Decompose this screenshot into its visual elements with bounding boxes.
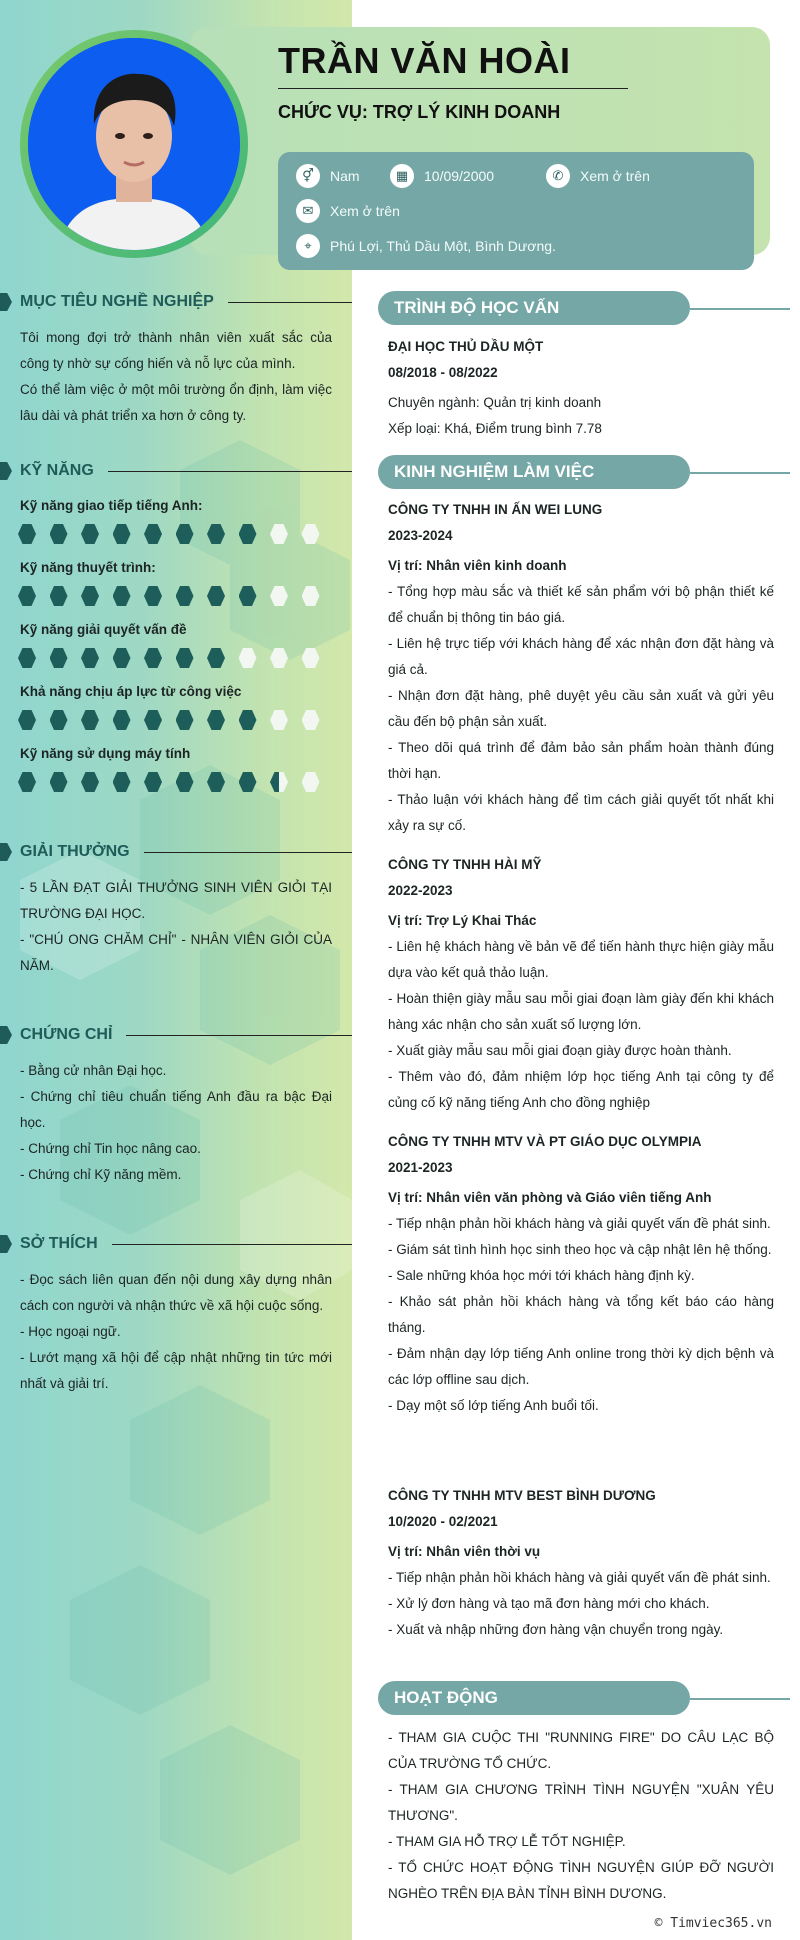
- contact-email: [296, 199, 400, 223]
- certificates-text: - Bằng cử nhân Đại học. - Chứng chỉ tiêu chuẩn tiếng Anh đầu ra bậc Đại học. - Chứng chỉ Tin học nâng cao. - Chứng chỉ Kỹ năng mềm.: [20, 1063, 332, 1182]
- skill-dot: [239, 648, 257, 668]
- skill-dot: [270, 524, 288, 544]
- skill-dot: [81, 710, 99, 730]
- skill-dot: [239, 524, 257, 544]
- education-period: 08/2018 - 08/2022: [388, 365, 498, 380]
- skill-dot: [239, 772, 257, 792]
- skill-dot: [113, 710, 131, 730]
- skill-dot: [113, 648, 131, 668]
- contact-address: [296, 234, 556, 258]
- skill-dot: [270, 648, 288, 668]
- calendar-icon: ▦: [390, 164, 414, 188]
- location-pin-icon: ⌖: [296, 234, 320, 258]
- skill-dot: [207, 586, 225, 606]
- skill-dot: [302, 586, 320, 606]
- contact-gender: [296, 164, 360, 188]
- skill-dot: [144, 648, 162, 668]
- skill-dot: [144, 772, 162, 792]
- skill-dot: [81, 648, 99, 668]
- skill-rating: [18, 586, 333, 606]
- education-block: [388, 334, 774, 442]
- skill-dot: [176, 648, 194, 668]
- gender-value: Nam: [330, 168, 360, 184]
- profile-photo-icon: [28, 38, 240, 250]
- skill-rating: [18, 524, 333, 544]
- gender-icon: ⚥: [296, 164, 320, 188]
- education-grade: Xếp loại: Khá, Điểm trung bình 7.78: [388, 421, 602, 436]
- skill-dot: [113, 586, 131, 606]
- skill-dot: [50, 772, 68, 792]
- phone-icon: ✆: [546, 164, 570, 188]
- footer-credit: © Timviec365.vn: [654, 1916, 772, 1931]
- skill-label: Kỹ năng giải quyết vấn đề: [20, 622, 187, 637]
- skill-dot: [239, 586, 257, 606]
- birthday-value: 10/09/2000: [424, 168, 495, 184]
- skill-dot: [176, 772, 194, 792]
- phone-value: Xem ở trên: [580, 168, 650, 184]
- education-major: Chuyên ngành: Quản trị kinh doanh: [388, 395, 602, 410]
- skill-dot: [302, 772, 320, 792]
- email-value: Xem ở trên: [330, 203, 400, 219]
- section-heading-certificates: CHỨNG CHỈ: [0, 1026, 352, 1044]
- skill-dot: [302, 648, 320, 668]
- skill-dot: [50, 710, 68, 730]
- skill-dot: [113, 772, 131, 792]
- section-heading-awards: GIẢI THƯỞNG: [0, 843, 352, 861]
- heading-bullet-icon: [0, 1235, 12, 1253]
- skill-label: Kỹ năng sử dụng máy tính: [20, 746, 191, 761]
- section-heading-education: TRÌNH ĐỘ HỌC VẤN: [378, 291, 790, 325]
- skill-dot: [50, 586, 68, 606]
- section-heading-activities: HOẠT ĐỘNG: [378, 1681, 790, 1715]
- skill-dot: [302, 524, 320, 544]
- section-heading-objective: MỤC TIÊU NGHỀ NGHIỆP: [0, 293, 352, 311]
- section-heading-hobbies: SỞ THÍCH: [0, 1235, 352, 1253]
- skill-dot: [81, 586, 99, 606]
- skill-dot: [144, 586, 162, 606]
- skill-dot: [207, 524, 225, 544]
- school-name: ĐẠI HỌC THỦ DẦU MỘT: [388, 339, 544, 354]
- job-entry: CÔNG TY TNHH HÀI MỸ 2022-2023 Vị trí: Trợ Lý Khai Thác - Liên hệ khách hàng về bản vẽ để tiến hành thực hiện giày mẫu dựa vào kết quả thảo luận. - Hoàn thiện giày mẫu sau mỗi giai đoạn làm giày đến khi khách hàng xác nhận cho sản xuất số lượng lớn. - Xuất giày mẫu sau mỗi giai đoạn giày được hoàn thành. - Thêm vào đó, đảm nhiệm lớp học tiếng Anh tại công ty để củng cố kỹ năng tiếng Anh cho đồng nghiệp: [388, 857, 774, 1110]
- candidate-name: TRẦN VĂN HOÀI: [278, 40, 571, 81]
- skill-dot: [144, 524, 162, 544]
- job-entry: CÔNG TY TNHH MTV BEST BÌNH DƯƠNG 10/2020 - 02/2021 Vị trí: Nhân viên thời vụ - Tiếp nhận phản hồi khách hàng và giải quyết vấn đề phát sinh. - Xử lý đơn hàng và tạo mã đơn hàng mới cho khách. - Xuất và nhập những đơn hàng vận chuyển trong ngày.: [388, 1488, 771, 1637]
- skill-dot: [144, 710, 162, 730]
- skill-dot: [176, 586, 194, 606]
- contact-birthday: [390, 164, 494, 188]
- awards-text: - 5 LẦN ĐẠT GIẢI THƯỞNG SINH VIÊN GIỎI TẠI TRƯỜNG ĐẠI HỌC. - "CHÚ ONG CHĂM CHỈ" - NHÂN VIÊN GIỎI CỦA NĂM.: [20, 880, 332, 973]
- skill-dot: [50, 524, 68, 544]
- heading-bullet-icon: [0, 462, 12, 480]
- skill-dot: [18, 772, 36, 792]
- heading-bullet-icon: [0, 1026, 12, 1044]
- skill-dot: [176, 524, 194, 544]
- job-entry: CÔNG TY TNHH MTV VÀ PT GIÁO DỤC OLYMPIA 2021-2023 Vị trí: Nhân viên văn phòng và Giáo viên tiếng Anh - Tiếp nhận phản hồi khách hàng và giải quyết vấn đề phát sinh. - Giám sát tình hình học sinh theo học và cập nhật lên hệ thống. - Sale những khóa học mới tới khách hàng định kỳ. - Khảo sát phản hồi khách hàng và tổng kết báo cáo hàng tháng. - Đảm nhận dạy lớp tiếng Anh online trong thời kỳ dịch bệnh và các lớp offline sau dịch. - Dạy một số lớp tiếng Anh buổi tối.: [388, 1134, 774, 1413]
- skill-label: Kỹ năng giao tiếp tiếng Anh:: [20, 498, 203, 513]
- skill-dot: [18, 524, 36, 544]
- skill-dot: [18, 648, 36, 668]
- avatar: [28, 38, 240, 250]
- section-heading-experience: KINH NGHIỆM LÀM VIỆC: [378, 455, 790, 489]
- skill-dot: [207, 772, 225, 792]
- envelope-icon: ✉: [296, 199, 320, 223]
- contact-phone: [546, 164, 650, 188]
- skill-dot: [18, 586, 36, 606]
- skill-dot: [18, 710, 36, 730]
- skill-dot: [239, 710, 257, 730]
- heading-bullet-icon: [0, 843, 12, 861]
- job-entry: CÔNG TY TNHH IN ẤN WEI LUNG 2023-2024 Vị trí: Nhân viên kinh doanh - Tổng hợp màu sắc và thiết kế sản phẩm với bộ phận thiết kế để chuẩn bị thông tin báo giá. - Liên hệ trực tiếp với khách hàng để xác nhận đơn đặt hàng và giá cả. - Nhận đơn đặt hàng, phê duyệt yêu cầu sản xuất và gửi yêu cầu đến bộ phận sản xuất. - Theo dõi quá trình để đảm bảo sản phẩm hoàn thành đúng thời hạn. - Thảo luận với khách hàng để tìm cách giải quyết tốt nhất khi xảy ra sự cố.: [388, 502, 774, 833]
- skill-dot: [270, 772, 288, 792]
- skill-dot: [270, 586, 288, 606]
- skill-dot: [50, 648, 68, 668]
- address-value: Phú Lợi, Thủ Dầu Một, Bình Dương.: [330, 238, 556, 254]
- skill-rating: [18, 710, 333, 730]
- avatar-frame: [20, 30, 248, 258]
- skill-dot: [302, 710, 320, 730]
- skill-rating: [18, 648, 333, 668]
- job-position: CHỨC VỤ: TRỢ LÝ KINH DOANH: [278, 102, 561, 122]
- name-divider: [278, 88, 628, 89]
- skill-rating: [18, 772, 333, 792]
- objective-text: Tôi mong đợi trở thành nhân viên xuất sắc của công ty nhờ sự cống hiến và nỗ lực của mình. Có thể làm việc ở một môi trường ổn định, làm việc lâu dài và phát triển xa hơn ở công ty.: [20, 330, 332, 423]
- heading-bullet-icon: [0, 293, 12, 311]
- activities-text: - THAM GIA CUỘC THI "RUNNING FIRE" DO CÂU LẠC BỘ CỦA TRƯỜNG TỔ CHỨC. - THAM GIA CHƯƠNG TRÌNH TÌNH NGUYỆN "XUÂN YÊU THƯƠNG". - THAM GIA HỖ TRỢ LỄ TỐT NGHIỆP. - TỔ CHỨC HOẠT ĐỘNG TÌNH NGUYỆN GIÚP ĐỠ NGƯỜI NGHÈO TRÊN ĐỊA BÀN TỈNH BÌNH DƯƠNG.: [388, 1730, 774, 1901]
- skill-dot: [207, 648, 225, 668]
- hobbies-text: - Đọc sách liên quan đến nội dung xây dựng nhân cách con người và nhận thức về xã hội cuộc sống. - Học ngoại ngữ. - Lướt mạng xã hội để cập nhật những tin tức mới nhất và giải trí.: [20, 1272, 332, 1391]
- skill-dot: [81, 772, 99, 792]
- section-heading-skills: KỸ NĂNG: [0, 462, 352, 480]
- skill-label: Khả năng chịu áp lực từ công việc: [20, 684, 242, 699]
- skill-dot: [81, 524, 99, 544]
- skill-dot: [270, 710, 288, 730]
- skill-dot: [207, 710, 225, 730]
- skill-label: Kỹ năng thuyết trình:: [20, 560, 156, 575]
- contact-box: [278, 152, 754, 270]
- skill-dot: [176, 710, 194, 730]
- skill-dot: [113, 524, 131, 544]
